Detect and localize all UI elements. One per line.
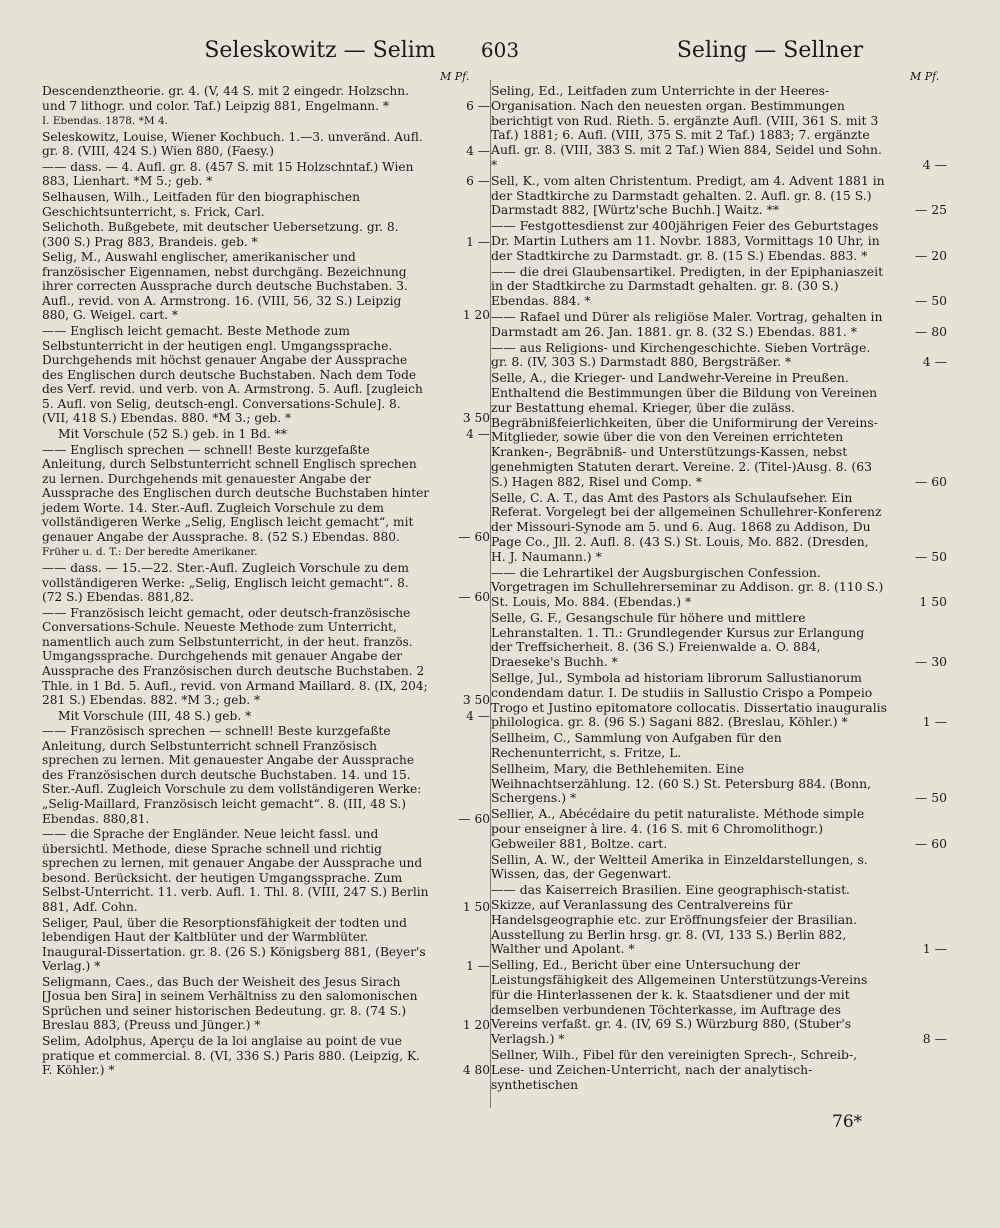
entry-price: — 50	[914, 293, 947, 309]
catalog-entry	[491, 883, 947, 957]
entry-price: 3 50	[462, 693, 490, 708]
catalog-entry	[42, 190, 490, 219]
catalog-entry	[491, 219, 947, 263]
entry-price: 1 50	[462, 899, 490, 914]
catalog-entry	[491, 341, 947, 371]
catalog-entry	[491, 1048, 947, 1092]
entry-price: 1 50	[919, 594, 947, 610]
entry-price: 1 —	[922, 714, 947, 730]
catalog-entry	[42, 324, 490, 426]
catalog-entry	[491, 853, 947, 883]
entry-price: — 30	[914, 654, 947, 670]
entry-price: — 60	[914, 473, 947, 489]
catalog-entry	[491, 762, 947, 806]
catalog-entry	[42, 561, 490, 605]
catalog-entry	[42, 130, 490, 159]
catalog-entry	[42, 220, 490, 249]
catalog-entry	[42, 160, 490, 189]
entry-price: 6 —	[466, 98, 490, 113]
catalog-entry	[491, 371, 947, 489]
catalog-entry	[42, 975, 490, 1033]
catalog-entry	[491, 566, 947, 610]
entry-text: I. Ebendas. 1878. *M 4.	[42, 115, 168, 128]
entry-text: Seling, Ed., Leitfaden zum Unterrichte in der Heeres-Organisation. Nach den neuesten organ. Bestimmungen berichtigt von Rud. Rieth. 5. ergänzte Aufl. (VIII, 361 S. mit 3 Taf.) 1881; 6. Aufl. (VIII, 375 S. mit 2 Taf.) 1883; 7. ergänzte Aufl. gr. 8. (VIII, 383 S. mit 2 Taf.) Wien 884, Seidel und Sohn. *	[491, 83, 882, 172]
entry-price: — 25	[914, 202, 947, 218]
price-unit-right: M Pf.	[910, 70, 940, 83]
entry-text: Seligmann, Caes., das Buch der Weisheit des Jesus Sirach [Josua ben Sira] in seinem Verhältniss zu den salomonischen Sprüchen und seiner historischen Bedeutung. gr. 8. (74 S.) Breslau 883, (Preuss und Jünger.) *	[42, 974, 418, 1033]
left-column	[42, 84, 490, 1079]
entry-text: —— dass. — 4. Aufl. gr. 8. (457 S. mit 15 Holzschntaf.) Wien 883, Lienhart. *M 5.; geb. *	[42, 159, 414, 189]
entry-text: Sell, K., vom alten Christentum. Predigt, am 4. Advent 1881 in der Stadtkirche zu Darmstadt gehalten. 2. Aufl. gr. 8. (15 S.) Darmstadt 882, [Würtz'sche Buchh.] Waitz. **	[491, 172, 885, 218]
entry-price: 4 —	[466, 708, 490, 723]
page-number: 603	[480, 38, 520, 62]
entry-text: Descendenztheorie. gr. 4. (V, 44 S. mit 2 eingedr. Holzschn. und 7 lithogr. und color. Taf.) Leipzig 881, Engelmann. *	[42, 84, 409, 113]
entry-price: — 50	[914, 548, 947, 564]
entry-text: Selling, Ed., Bericht über eine Untersuchung der Leistungsfähigkeit des Allgemeinen Unterstützungs-Vereins für die Hinterlassenen der k. k. Staatsdiener und der mit demselben verbundenen Töchterkasse, im Auftrage des Vereins verfaßt. gr. 4. (IV, 69 S.) Würzburg 880, (Stuber's Verlagsh.) *	[491, 957, 868, 1047]
entry-text: Früher u. d. T.: Der beredte Amerikaner.	[42, 546, 258, 559]
entry-text: Selle, C. A. T., das Amt des Pastors als Schulaufseher. Ein Referat. Vorgelegt bei der allgemeinen Schullehrer-Konferenz der Missouri-Synode am 5. und 6. Aug. 1868 zu Addison, Du Page Co., Jll. 2. Aufl. 8. (43 S.) St. Louis, Mo. 882. (Dresden, H. J. Naumann.) *	[491, 489, 882, 564]
entry-text: Seliger, Paul, über die Resorptionsfähigkeit der todten und lebendigen Haut der Kaltblüter und der Warmblüter. Inaugural-Dissertation. gr. 8. (26 S.) Königsberg 881, (Beyer's Verlag.) *	[42, 915, 426, 974]
catalog-entry	[42, 1034, 490, 1078]
entry-price: 4 80	[462, 1063, 490, 1078]
catalog-entry	[42, 427, 490, 442]
entry-text: Mit Vorschule (52 S.) geb. in 1 Bd. **	[58, 426, 287, 441]
entry-text: Sellin, A. W., der Weltteil Amerika in Einzeldarstellungen, s. Wissen, das, der Gegenwart.	[491, 851, 868, 882]
entry-text: —— Französisch leicht gemacht, oder deutsch-französische Conversations-Schule. Neueste Methode zum Unterricht, namentlich auch zum Selbstunterricht, in der heut. französ. Umgangssprache. Durchgehends mit genauer Angabe der Aussprache des Französischen durch deutsche Buchstaben. 2 Thle. in 1 Bd. 5. Aufl., revid. von Armand Maillard. 8. (IX, 204; 281 S.) Ebendas. 882. *M 3.; geb. *	[42, 605, 428, 708]
catalog-entry	[491, 174, 947, 218]
entry-price: — 60	[458, 529, 490, 544]
catalog-entry	[491, 491, 947, 565]
catalog-entry	[491, 310, 947, 340]
catalog-entry	[42, 443, 490, 545]
entry-price: — 80	[914, 323, 947, 339]
entry-price: 3 50	[462, 411, 490, 426]
entry-price: 4 —	[466, 144, 490, 159]
catalog-entry	[42, 250, 490, 323]
entry-text: Sellge, Jul., Symbola ad historiam librorum Sallustianorum condendam datur. I. De studiis in Sallustio Crispo a Pompeio Trogo et Justino epitomatore collocatis. Dissertatio inauguralis philologica. gr. 8. (96 S.) Sagani 882. (Breslau, Köhler.) *	[491, 670, 887, 730]
entry-price: 8 —	[922, 1031, 947, 1047]
entry-text: —— die Sprache der Engländer. Neue leicht fassl. und übersichtl. Methode, diese Sprache schnell und richtig sprechen zu lernen, mit genauer Angabe der Aussprache und besond. Berücksicht. der heutigen Umgangssprache. Zum Selbst-Unterricht. 11. verb. Aufl. 1. Thl. 8. (VIII, 247 S.) Berlin 881, Adf. Cohn.	[42, 827, 429, 914]
entry-text: Selig, M., Auswahl englischer, amerikanischer und französischer Eigennamen, nebst durchgäng. Bezeichnung ihrer correcten Aussprache durch deutsche Buchstaben. 3. Aufl., revid. von A. Armstrong. 16. (VIII, 56, 32 S.) Leipzig 880, G. Weigel. cart. *	[42, 250, 408, 323]
entry-price: — 50	[914, 790, 947, 806]
entry-text: Mit Vorschule (III, 48 S.) geb. *	[58, 708, 252, 723]
catalog-entry	[42, 827, 490, 914]
entry-price: 6 —	[466, 174, 490, 189]
entry-text: Selle, A., die Krieger- und Landwehr-Vereine in Preußen. Enthaltend die Bestimmungen über die Bildung von Vereinen zur Bestattung ehemal. Krieger, über die zuläss. Begräbnißfeierlichkeiten, über die Uniformirung der Vereins-Mitglieder, sowie über die von den Vereinen errichteten Kranken-, Begräbniß- und Unterstützungs-Kassen, nebst genehmigten Statuten derart. Vereine. 2. (Titel-)Ausg. 8. (63 S.) Hagen 882, Risel und Comp. *	[491, 370, 878, 489]
entry-text: Sellner, Wilh., Fibel für den vereinigten Sprech-, Schreib-, Lese- und Zeichen-Unterricht, nach der analytisch-synthetischen	[491, 1047, 858, 1092]
header-right: Seling — Sellner	[676, 38, 864, 63]
entry-text: —— die drei Glaubensartikel. Predigten, in der Epiphaniaszeit in der Stadtkirche zu Darmstadt gehalten. gr. 8. (30 S.) Ebendas. 884. *	[491, 263, 884, 309]
entry-price: 1 20	[462, 308, 490, 323]
catalog-entry	[491, 671, 947, 730]
catalog-entry	[42, 724, 490, 826]
entry-text: Selhausen, Wilh., Leitfaden für den biographischen Geschichtsunterricht, s. Frick, Carl.	[42, 189, 360, 219]
entry-price: — 60	[458, 811, 490, 826]
entry-text: —— das Kaiserreich Brasilien. Eine geographisch-statist. Skizze, auf Veranlassung des Centralvereins für Handelsgeographie etc. zur Eröffnungsfeier der Brasilian. Ausstellung zu Berlin hrsg. gr. 8. (VI, 133 S.) Berlin 882, Walther und Apolant. *	[491, 882, 858, 957]
running-header	[170, 38, 940, 63]
entry-price: 1 —	[466, 234, 490, 249]
entry-text: —— Französisch sprechen — schnell! Beste kurzgefaßte Anleitung, durch Selbstunterricht schnell Französisch sprechen zu lernen. Mit genauester Angabe der Aussprache des Französischen durch deutsche Buchstaben. 14. und 15. Ster.-Aufl. Zugleich Vorschule zu dem vollständigeren Werke: „Selig-Maillard, Französisch leicht gemacht“. 8. (III, 48 S.) Ebendas. 880,81.	[42, 724, 422, 826]
entry-text: Selim, Adolphus, Aperçu de la loi anglaise au point de vue pratique et commercial. 8. (VI, 336 S.) Paris 880. (Leipzig, K. F. Köhler.) *	[42, 1034, 420, 1078]
catalog-entry	[42, 545, 490, 560]
entry-text: —— Rafael und Dürer als religiöse Maler. Vortrag, gehalten in Darmstadt am 26. Jan. 1881. gr. 8. (32 S.) Ebendas. 881. *	[491, 308, 883, 339]
entry-text: Sellheim, C., Sammlung von Aufgaben für den Rechenunterricht, s. Fritze, L.	[491, 730, 782, 761]
entry-text: —— dass. — 15.—22. Ster.-Aufl. Zugleich Vorschule zu dem vollständigeren Werke: „Selig, Englisch leicht gemacht“. 8. (72 S.) Ebendas. 881,82.	[42, 561, 409, 605]
catalog-entry	[42, 916, 490, 974]
entry-text: Selle, G. F., Gesangschule für höhere und mittlere Lehranstalten. 1. Tl.: Grundlegender Kursus zur Erlangung der Treffsicherheit. 8. (36 S.) Freienwalde a. O. 884, Draeseke's Buchh. *	[491, 609, 865, 670]
entry-text: —— die Lehrartikel der Augsburgischen Confession. Vorgetragen im Schullehrerseminar zu Addison. gr. 8. (110 S.) St. Louis, Mo. 884. (Ebendas.) *	[491, 564, 884, 610]
entry-price: — 20	[914, 247, 947, 263]
sheet-signature: 76*	[832, 1112, 863, 1132]
entry-price: 1 —	[922, 941, 947, 957]
entry-price: 1 —	[466, 959, 490, 974]
catalog-entry	[42, 114, 490, 129]
catalog-entry	[491, 731, 947, 761]
catalog-entry	[42, 709, 490, 724]
entry-text: —— aus Religions- und Kirchengeschichte. Sieben Vorträge. gr. 8. (IV, 303 S.) Darmstadt 880, Bergsträßer. *	[491, 339, 871, 370]
entry-text: Sellheim, Mary, die Bethlehemiten. Eine Weihnachtserzählung. 12. (60 S.) St. Petersburg 884. (Bonn, Schergens.) *	[491, 760, 872, 806]
catalog-entry	[491, 807, 947, 851]
entry-text: Seleskowitz, Louise, Wiener Kochbuch. 1.—3. unveränd. Aufl. gr. 8. (VIII, 424 S.) Wien 880, (Faesy.)	[42, 129, 423, 159]
entry-text: —— Englisch leicht gemacht. Beste Methode zum Selbstunterricht in der heutigen engl. Umgangssprache. Durchgehends mit höchst genauer Angabe der Aussprache des Englischen durch deutsche Buchstaben. Nach dem Tode des Verf. revid. und verb. von A. Armstrong. 5. Aufl. [zugleich 5. Aufl. von Selig, deutsch-engl. Conversations-Schule]. 8. (VII, 418 S.) Ebendas. 880. *M 3.; geb. *	[42, 324, 423, 426]
catalog-entry	[491, 265, 947, 309]
entry-price: — 60	[458, 590, 490, 605]
catalog-entry	[42, 606, 490, 708]
entry-text: —— Festgottesdienst zur 400jährigen Feier des Geburtstages Dr. Martin Luthers am 11. Novbr. 1883, Vormittags 10 Uhr, in der Stadtkirche zu Darmstadt. gr. 8. (15 S.) Ebendas. 883. *	[491, 218, 880, 263]
entry-text: Sellier, A., Abécédaire du petit naturaliste. Méthode simple pour enseigner à lire. 4. (16 S. mit 6 Chromolithogr.) Gebweiler 881, Boltze. cart.	[491, 806, 865, 851]
right-column	[491, 84, 947, 1093]
catalog-entry	[491, 84, 947, 173]
catalog-entry	[491, 611, 947, 670]
catalog-entry	[491, 958, 947, 1047]
entry-text: Selichoth. Bußgebete, mit deutscher Uebersetzung. gr. 8. (300 S.) Prag 883, Brandeis. geb. *	[42, 220, 399, 249]
price-unit-left: M Pf.	[440, 70, 470, 83]
header-left: Seleskowitz — Selim	[204, 38, 436, 63]
entry-price: 4 —	[922, 354, 947, 370]
entry-text: —— Englisch sprechen — schnell! Beste kurzgefaßte Anleitung, durch Selbstunterricht schnell Englisch sprechen zu lernen. Durchgehends mit genauester Angabe der Aussprache des Englischen durch deutsche Buchstaben hinter jedem Worte. 14. Ster.-Aufl. Zugleich Vorschule zu dem vollständigeren Werke „Selig, Englisch leicht gemacht“, mit genauer Angabe der Aussprache. 8. (52 S.) Ebendas. 880.	[42, 442, 430, 544]
entry-price: 1 20	[462, 1018, 490, 1033]
catalog-entry	[42, 84, 490, 113]
entry-price: 4 —	[922, 156, 947, 172]
entry-price: 4 —	[466, 426, 490, 441]
entry-price: — 60	[914, 835, 947, 851]
